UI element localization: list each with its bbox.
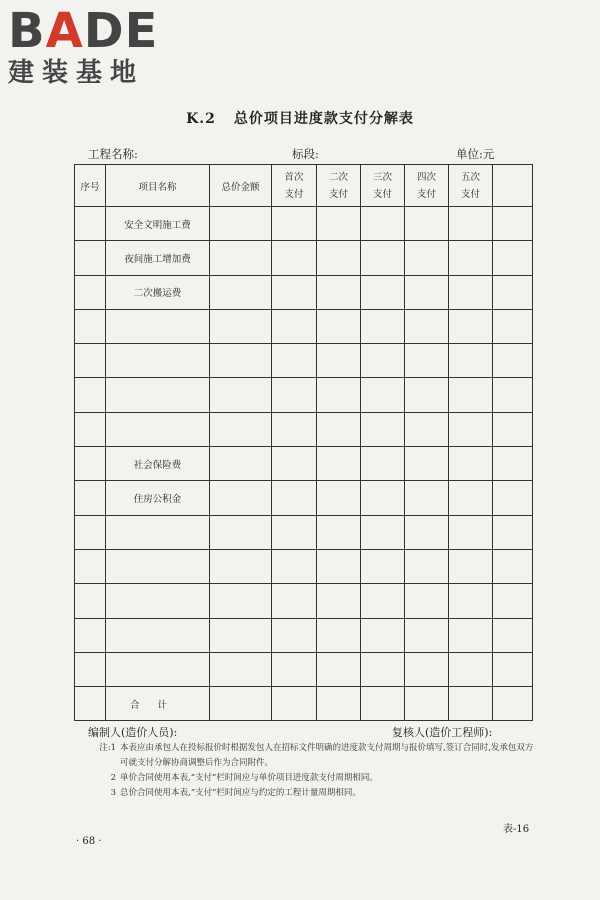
cell-value (272, 275, 317, 309)
cell-value (317, 412, 361, 446)
cell-seq (75, 618, 106, 652)
cell-value (272, 618, 317, 652)
table-row (75, 412, 533, 446)
cell-value (317, 584, 361, 618)
cell-seq (75, 515, 106, 549)
cell-value (493, 207, 533, 241)
cell-value (405, 378, 449, 412)
cell-value (405, 344, 449, 378)
cell-value (405, 618, 449, 652)
table-row (75, 481, 533, 515)
cell-value (210, 584, 272, 618)
cell-value (449, 344, 493, 378)
cell-value (272, 412, 317, 446)
cell-value (361, 549, 405, 583)
table-row (75, 241, 533, 275)
note-index: 3 (110, 788, 116, 798)
cell-value (317, 309, 361, 343)
cell-item-name (106, 515, 210, 549)
cell-value (210, 447, 272, 481)
header-total-amount: 总价金额 (210, 165, 272, 207)
note-text: 本表应由承包人在投标报价时根据发包人在招标文件明确的进度款支付周期与报价填写,签订合同时,发承包双方可就支付分解协商调整后作为合同附件。 (120, 743, 534, 768)
cell-value (449, 378, 493, 412)
table-row (75, 652, 533, 686)
total-row (75, 687, 533, 721)
cell-value (210, 344, 272, 378)
table-row (75, 378, 533, 412)
cell-value (493, 378, 533, 412)
cell-value (272, 241, 317, 275)
cell-value (210, 241, 272, 275)
cell-item-name: 社会保险费 (106, 447, 210, 481)
cell-item-name (106, 344, 210, 378)
cell-value (493, 412, 533, 446)
cell-value (317, 207, 361, 241)
cell-value (272, 207, 317, 241)
cell-seq (75, 412, 106, 446)
cell-value (405, 241, 449, 275)
note-item (96, 786, 536, 801)
cell-value (210, 687, 272, 721)
table-row (75, 309, 533, 343)
cell-value (493, 481, 533, 515)
project-name-label: 工程名称: (88, 147, 138, 161)
cell-item-name: 住房公积金 (106, 481, 210, 515)
cell-value (449, 447, 493, 481)
table-row (75, 275, 533, 309)
notes-section (96, 741, 536, 801)
cell-value (493, 584, 533, 618)
cell-value (361, 275, 405, 309)
cell-value (317, 378, 361, 412)
cell-seq (75, 584, 106, 618)
cell-value (210, 515, 272, 549)
note-item (96, 741, 536, 771)
section-label: 标段: (292, 147, 319, 161)
cell-value (361, 515, 405, 549)
logo-subtitle: 建装基地 (8, 58, 145, 88)
header-seq: 序号 (75, 165, 106, 207)
cell-value (361, 652, 405, 686)
cell-value (210, 652, 272, 686)
cell-value (449, 275, 493, 309)
table-row (75, 447, 533, 481)
cell-value (493, 515, 533, 549)
cell-value (272, 344, 317, 378)
cell-value (405, 652, 449, 686)
cell-value (272, 378, 317, 412)
cell-seq (75, 481, 106, 515)
cell-value (210, 481, 272, 515)
cell-value (361, 584, 405, 618)
cell-value (405, 447, 449, 481)
cell-value (493, 309, 533, 343)
table-header-row (75, 165, 533, 207)
cell-seq (75, 344, 106, 378)
cell-value (317, 618, 361, 652)
cell-value (449, 515, 493, 549)
cell-item-name: 夜间施工增加费 (106, 241, 210, 275)
cell-value (449, 309, 493, 343)
reviewer-signature: 复核人(造价工程师): (392, 726, 493, 739)
cell-value (493, 275, 533, 309)
cell-value (361, 309, 405, 343)
cell-value (272, 447, 317, 481)
cell-value (405, 584, 449, 618)
cell-seq (75, 447, 106, 481)
cell-seq (75, 549, 106, 583)
page-number: · 68 · (76, 836, 102, 847)
cell-value (361, 207, 405, 241)
note-item (96, 771, 536, 786)
cell-value (405, 207, 449, 241)
logo-wordmark: BADE (8, 3, 159, 59)
cell-value (210, 309, 272, 343)
cell-value (317, 549, 361, 583)
cell-value (361, 481, 405, 515)
cell-seq (75, 207, 106, 241)
cell-value (317, 687, 361, 721)
cell-value (405, 515, 449, 549)
cell-item-name (106, 618, 210, 652)
title-number: K.2 (186, 111, 216, 127)
cell-item-name (106, 652, 210, 686)
note-text: 单价合同使用本表,“支付”栏时间应与单价项目进度款支付周期相同。 (120, 773, 378, 783)
cell-seq (75, 378, 106, 412)
cell-value (361, 618, 405, 652)
cell-item-name (106, 309, 210, 343)
cell-value (449, 652, 493, 686)
cell-value (449, 481, 493, 515)
page-title (0, 108, 600, 128)
cell-value (361, 687, 405, 721)
cell-value (361, 344, 405, 378)
cell-value (449, 412, 493, 446)
cell-value (317, 344, 361, 378)
cell-value (210, 618, 272, 652)
cell-value (449, 687, 493, 721)
brand-logo (8, 3, 208, 88)
cell-value (449, 241, 493, 275)
payment-breakdown-table (74, 164, 533, 721)
cell-value (405, 687, 449, 721)
cell-item-name (106, 412, 210, 446)
table-row (75, 207, 533, 241)
cell-value (405, 412, 449, 446)
cell-seq (75, 275, 106, 309)
cell-value (405, 275, 449, 309)
cell-value (317, 652, 361, 686)
cell-value (493, 241, 533, 275)
header-payment-3: 三次 支付 (361, 165, 405, 207)
header-payment-5: 五次 支付 (449, 165, 493, 207)
header-payment-2: 二次 支付 (317, 165, 361, 207)
cell-value (317, 275, 361, 309)
header-item-name: 项目名称 (106, 165, 210, 207)
cell-value (210, 275, 272, 309)
table-row (75, 618, 533, 652)
cell-item-name: 二次搬运费 (106, 275, 210, 309)
note-index: 注:1 (99, 743, 116, 753)
cell-value (361, 378, 405, 412)
cell-value (449, 549, 493, 583)
cell-value (361, 412, 405, 446)
cell-value (361, 447, 405, 481)
cell-value (272, 584, 317, 618)
cell-value (405, 549, 449, 583)
cell-value (449, 207, 493, 241)
cell-value (493, 687, 533, 721)
cell-value (317, 447, 361, 481)
cell-value (405, 309, 449, 343)
cell-value (493, 618, 533, 652)
cell-value (210, 378, 272, 412)
cell-value (361, 241, 405, 275)
cell-value (272, 515, 317, 549)
cell-value (210, 549, 272, 583)
cell-value (210, 207, 272, 241)
cell-value (272, 481, 317, 515)
cell-value (493, 344, 533, 378)
preparer-signature: 编制人(造价人员): (88, 726, 178, 739)
cell-value (272, 687, 317, 721)
form-code: 表-16 (503, 824, 530, 835)
cell-value (493, 549, 533, 583)
table-row (75, 549, 533, 583)
total-label: 合计 (106, 687, 210, 721)
cell-value (272, 309, 317, 343)
header-extra (493, 165, 533, 207)
cell-item-name (106, 549, 210, 583)
table-row (75, 515, 533, 549)
cell-value (449, 584, 493, 618)
cell-value (493, 447, 533, 481)
cell-value (405, 481, 449, 515)
cell-value (317, 481, 361, 515)
cell-item-name (106, 378, 210, 412)
header-payment-1: 首次 支付 (272, 165, 317, 207)
cell-value (449, 618, 493, 652)
cell-value (272, 549, 317, 583)
cell-item-name (106, 584, 210, 618)
table-row (75, 584, 533, 618)
cell-item-name: 安全文明施工费 (106, 207, 210, 241)
cell-seq (75, 652, 106, 686)
cell-seq (75, 309, 106, 343)
cell-value (272, 652, 317, 686)
cell-value (493, 652, 533, 686)
note-index: 2 (110, 773, 116, 783)
cell-value (317, 515, 361, 549)
unit-label: 单位:元 (456, 147, 495, 161)
cell-seq (75, 687, 106, 721)
table-row (75, 344, 533, 378)
cell-value (317, 241, 361, 275)
cell-seq (75, 241, 106, 275)
logo-accent-letter: A (45, 3, 84, 59)
title-text: 总价项目进度款支付分解表 (233, 111, 414, 127)
header-payment-4: 四次 支付 (405, 165, 449, 207)
note-text: 总价合同使用本表,“支付”栏时间应与约定的工程计量周期相同。 (120, 788, 361, 798)
cell-value (210, 412, 272, 446)
